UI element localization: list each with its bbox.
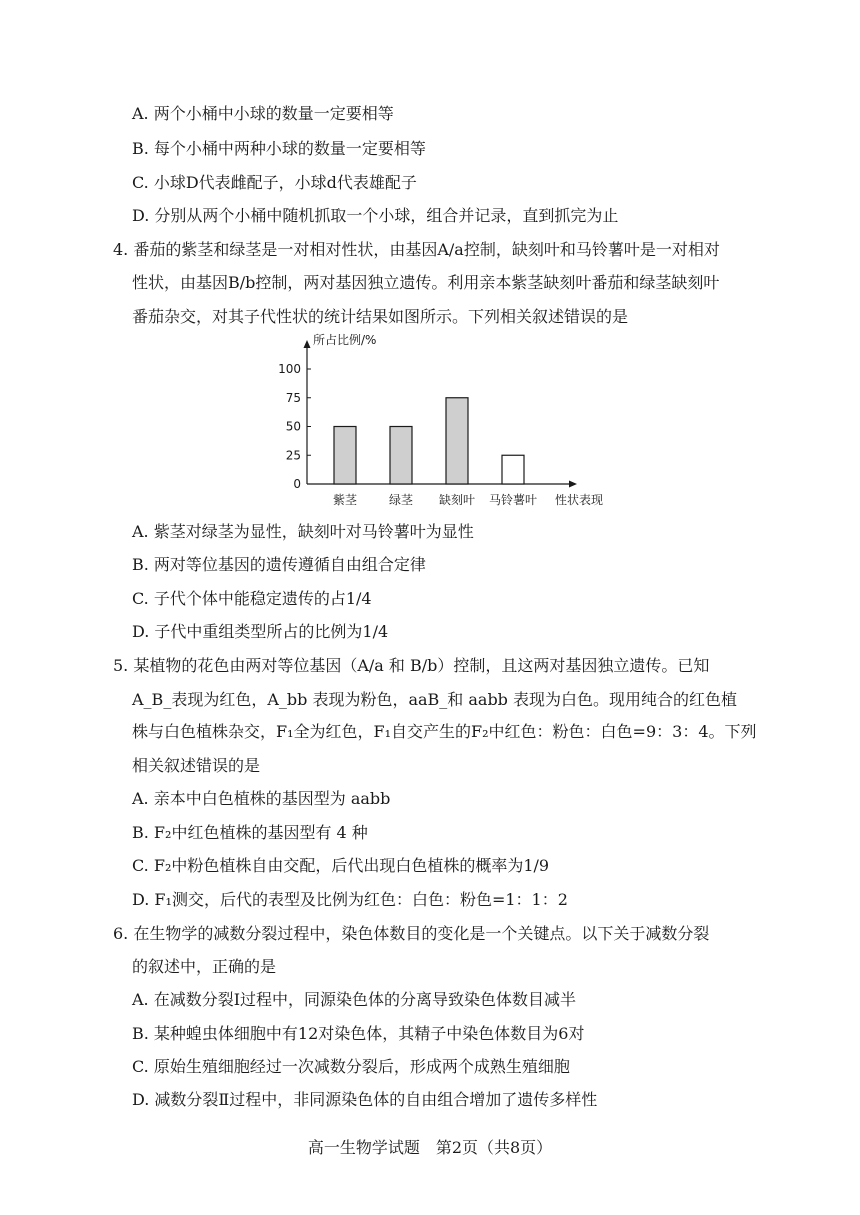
q4-option-b: B. 两对等位基因的遗传遵循自由组合定律 (132, 555, 426, 574)
q4-option-d: D. 子代中重组类型所占的比例为1/4 (132, 622, 389, 641)
q6-option-c: C. 原始生殖细胞经过一次减数分裂后，形成两个成熟生殖细胞 (132, 1057, 570, 1076)
bar (446, 398, 468, 484)
x-axis-arrow (569, 481, 577, 488)
bar (390, 427, 412, 485)
q5-stem-line-1: 5. 某植物的花色由两对等位基因（A/a 和 B/b）控制，且这两对基因独立遗传。已知 (113, 656, 710, 675)
q6-stem-line-1: 6. 在生物学的减数分裂过程中，染色体数目的变化是一个关键点。以下关于减数分裂 (113, 924, 710, 943)
q5-stem-line-3: 株与白色植株杂交，F₁全为红色，F₁自交产生的F₂中红色：粉色：白色=9：3：4。下列 (132, 722, 757, 741)
y-tick-label: 0 (293, 477, 301, 491)
q6-stem-line-2: 的叙述中，正确的是 (132, 957, 277, 976)
x-tick-label: 紫茎 (332, 493, 358, 507)
q3-option-a: A. 两个小桶中小球的数量一定要相等 (132, 104, 394, 123)
q6-option-a: A. 在减数分裂Ⅰ过程中，同源染色体的分离导致染色体数目减半 (132, 990, 577, 1009)
q4-stem-line-2: 性状，由基因B/b控制，两对基因独立遗传。利用亲本紫茎缺刻叶番茄和绿茎缺刻叶 (132, 273, 720, 292)
trait-ratio-bar-chart (275, 330, 605, 510)
bar (502, 455, 524, 484)
q5-option-a: A. 亲本中白色植株的基因型为 aabb (132, 789, 391, 808)
x-tick-label: 绿茎 (388, 493, 414, 507)
bar (334, 427, 356, 485)
q6-option-b: B. 某种蝗虫体细胞中有12对染色体，其精子中染色体数目为6对 (132, 1024, 585, 1043)
q5-option-b: B. F₂中红色植株的基因型有 4 种 (132, 823, 368, 842)
x-tick-label: 马铃薯叶 (488, 493, 538, 507)
y-axis-label: 所占比例/% (313, 333, 377, 347)
q6-option-d: D. 减数分裂Ⅱ过程中，非同源染色体的自由组合增加了遗传多样性 (132, 1090, 598, 1109)
q5-option-d: D. F₁测交，后代的表型及比例为红色：白色：粉色=1：1：2 (132, 890, 568, 909)
x-tick-label: 缺刻叶 (438, 493, 476, 507)
q3-option-b: B. 每个小桶中两种小球的数量一定要相等 (132, 139, 426, 158)
q4-stem-line-3: 番茄杂交，对其子代性状的统计结果如图所示。下列相关叙述错误的是 (132, 307, 629, 326)
x-axis-label: 性状表现 (554, 493, 604, 507)
y-tick-label: 25 (285, 448, 301, 463)
y-tick-label: 100 (278, 362, 301, 376)
y-tick-label: 50 (285, 419, 301, 434)
y-tick-label: 75 (285, 390, 301, 405)
q3-option-c: C. 小球D代表雌配子，小球d代表雄配子 (132, 173, 417, 192)
q5-stem-line-2: A_B_表现为红色，A_bb 表现为粉色，aaB_和 aabb 表现为白色。现用纯合的红色植 (132, 690, 738, 709)
y-axis-arrow (304, 340, 311, 348)
q5-stem-line-4: 相关叙述错误的是 (132, 756, 261, 775)
q5-option-c: C. F₂中粉色植株自由交配，后代出现白色植株的概率为1/9 (132, 856, 550, 875)
q4-option-a: A. 紫茎对绿茎为显性，缺刻叶对马铃薯叶为显性 (132, 522, 474, 541)
page-footer: 高一生物学试题 第2页（共8页） (307, 1138, 553, 1157)
q4-option-c: C. 子代个体中能稳定遗传的占1/4 (132, 589, 372, 608)
q3-option-d: D. 分别从两个小桶中随机抓取一个小球，组合并记录，直到抓完为止 (132, 206, 619, 225)
q4-stem-line-1: 4. 番茄的紫茎和绿茎是一对相对性状，由基因A/a控制，缺刻叶和马铃薯叶是一对相对 (113, 240, 720, 259)
